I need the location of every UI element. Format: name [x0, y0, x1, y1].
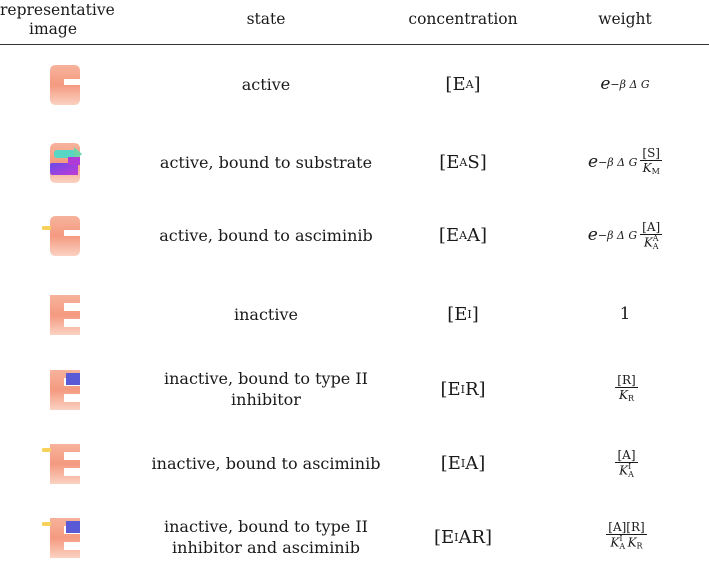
conc-base: [E [447, 303, 468, 325]
concentration-value [398, 47, 528, 121]
state-label: active [241, 74, 291, 94]
weight-fraction [640, 220, 662, 251]
weight-base: e [587, 225, 598, 245]
den-scripts [628, 463, 634, 479]
state-label: inactive, bound to type II inhibitor [163, 369, 368, 409]
table-row [0, 277, 709, 351]
conc-base: [E [440, 452, 461, 474]
fraction-numerator: [A] [617, 447, 636, 462]
conc-subscript: A [459, 228, 468, 242]
den-symbol: K [642, 160, 652, 175]
table-row [0, 426, 709, 500]
weight-value [545, 426, 705, 500]
weight-fraction [640, 146, 662, 179]
table-header [0, 0, 709, 44]
conc-rest: A] [467, 224, 488, 246]
fraction-denominator [641, 161, 662, 179]
weight-base: e [588, 152, 599, 172]
weight-value [545, 500, 705, 574]
den2-symbol: K [627, 535, 637, 550]
header-state: state [246, 10, 286, 28]
concentration-value [398, 277, 528, 351]
weight-fraction [606, 520, 646, 554]
den-superscript: I [619, 534, 623, 544]
den-superscript: A [652, 233, 659, 243]
conc-base: [E [439, 151, 460, 173]
conc-rest: ] [473, 73, 481, 95]
conc-base: [E [445, 73, 466, 95]
conc-base: [E [433, 526, 455, 548]
table-row [0, 47, 709, 121]
fraction-denominator [617, 388, 636, 406]
weight-fraction [615, 373, 637, 406]
fraction-numerator: [A] [642, 219, 661, 234]
table-row [0, 198, 709, 272]
conc-subscript: I [460, 456, 466, 470]
concentration-value [398, 500, 528, 574]
inactive-asciminib-enzyme-icon [38, 438, 88, 490]
weight-value [545, 47, 705, 121]
den-scripts [653, 235, 659, 251]
header-weight: weight [598, 10, 652, 28]
weight-value [545, 125, 705, 199]
weight-value [545, 277, 705, 351]
fraction-denominator [642, 235, 661, 251]
fraction-numerator: [R] [617, 372, 636, 387]
table-row [0, 352, 709, 426]
den-subscript: M [651, 166, 660, 176]
conc-rest: AR] [458, 526, 493, 548]
table-row [0, 125, 709, 199]
conc-subscript: I [454, 530, 459, 544]
conc-rest: R] [464, 378, 486, 400]
inactive-enzyme-icon [38, 289, 88, 341]
weight-value [545, 198, 705, 272]
conc-subscript: I [467, 307, 472, 321]
conc-base: [E [440, 378, 461, 400]
concentration-value [398, 198, 528, 272]
den-symbol: K [619, 387, 628, 402]
den-subscript: A [628, 469, 634, 479]
conc-subscript: A [465, 77, 474, 91]
weight-exponent: −β Δ G [597, 228, 638, 242]
den-subscript: A [652, 241, 659, 251]
fraction-denominator [617, 463, 636, 479]
weight-fraction [615, 448, 637, 479]
weight-exponent: −β Δ G [610, 77, 650, 91]
den-symbol: K [619, 463, 629, 477]
conc-subscript: A [459, 155, 468, 169]
concentration-value [398, 352, 528, 426]
state-label: active, bound to asciminib [159, 225, 373, 245]
header-representative-image: representative image [0, 1, 115, 38]
den-symbol: K [643, 235, 653, 249]
den2-subscript: R [636, 541, 643, 551]
den-symbol: K [610, 535, 620, 550]
weight-base: e [600, 74, 611, 94]
den-scripts [619, 535, 625, 551]
den-subscript: A [619, 542, 626, 552]
inactive-inhibitor-enzyme-icon [38, 364, 88, 416]
weight-constant: 1 [619, 304, 631, 324]
conc-subscript: I [460, 382, 465, 396]
active-enzyme-icon [38, 59, 88, 111]
state-label: inactive [234, 304, 298, 324]
den-superscript: I [628, 461, 632, 471]
concentration-value [398, 426, 528, 500]
header-rule [0, 44, 709, 45]
table-row [0, 500, 709, 574]
state-label: active, bound to substrate [159, 152, 373, 172]
weight-value [545, 352, 705, 426]
den-subscript: R [627, 393, 634, 403]
state-label: inactive, bound to type II inhibitor and asciminib [163, 517, 368, 557]
active-asciminib-enzyme-icon [38, 210, 88, 262]
fraction-numerator: [S] [642, 145, 660, 160]
weight-exponent: −β Δ G [598, 155, 638, 169]
conc-rest: A] [465, 452, 486, 474]
fraction-numerator: [A][R] [608, 520, 645, 535]
inactive-inhibitor-asciminib-enzyme-icon [38, 512, 88, 564]
conc-base: [E [438, 224, 460, 246]
fraction-denominator [608, 535, 644, 554]
conc-rest: ] [471, 303, 479, 325]
header-concentration: concentration [408, 10, 518, 28]
state-label: inactive, bound to asciminib [151, 453, 381, 473]
active-substrate-enzyme-icon [38, 137, 88, 189]
conc-rest: S] [467, 151, 487, 173]
concentration-value [398, 125, 528, 199]
